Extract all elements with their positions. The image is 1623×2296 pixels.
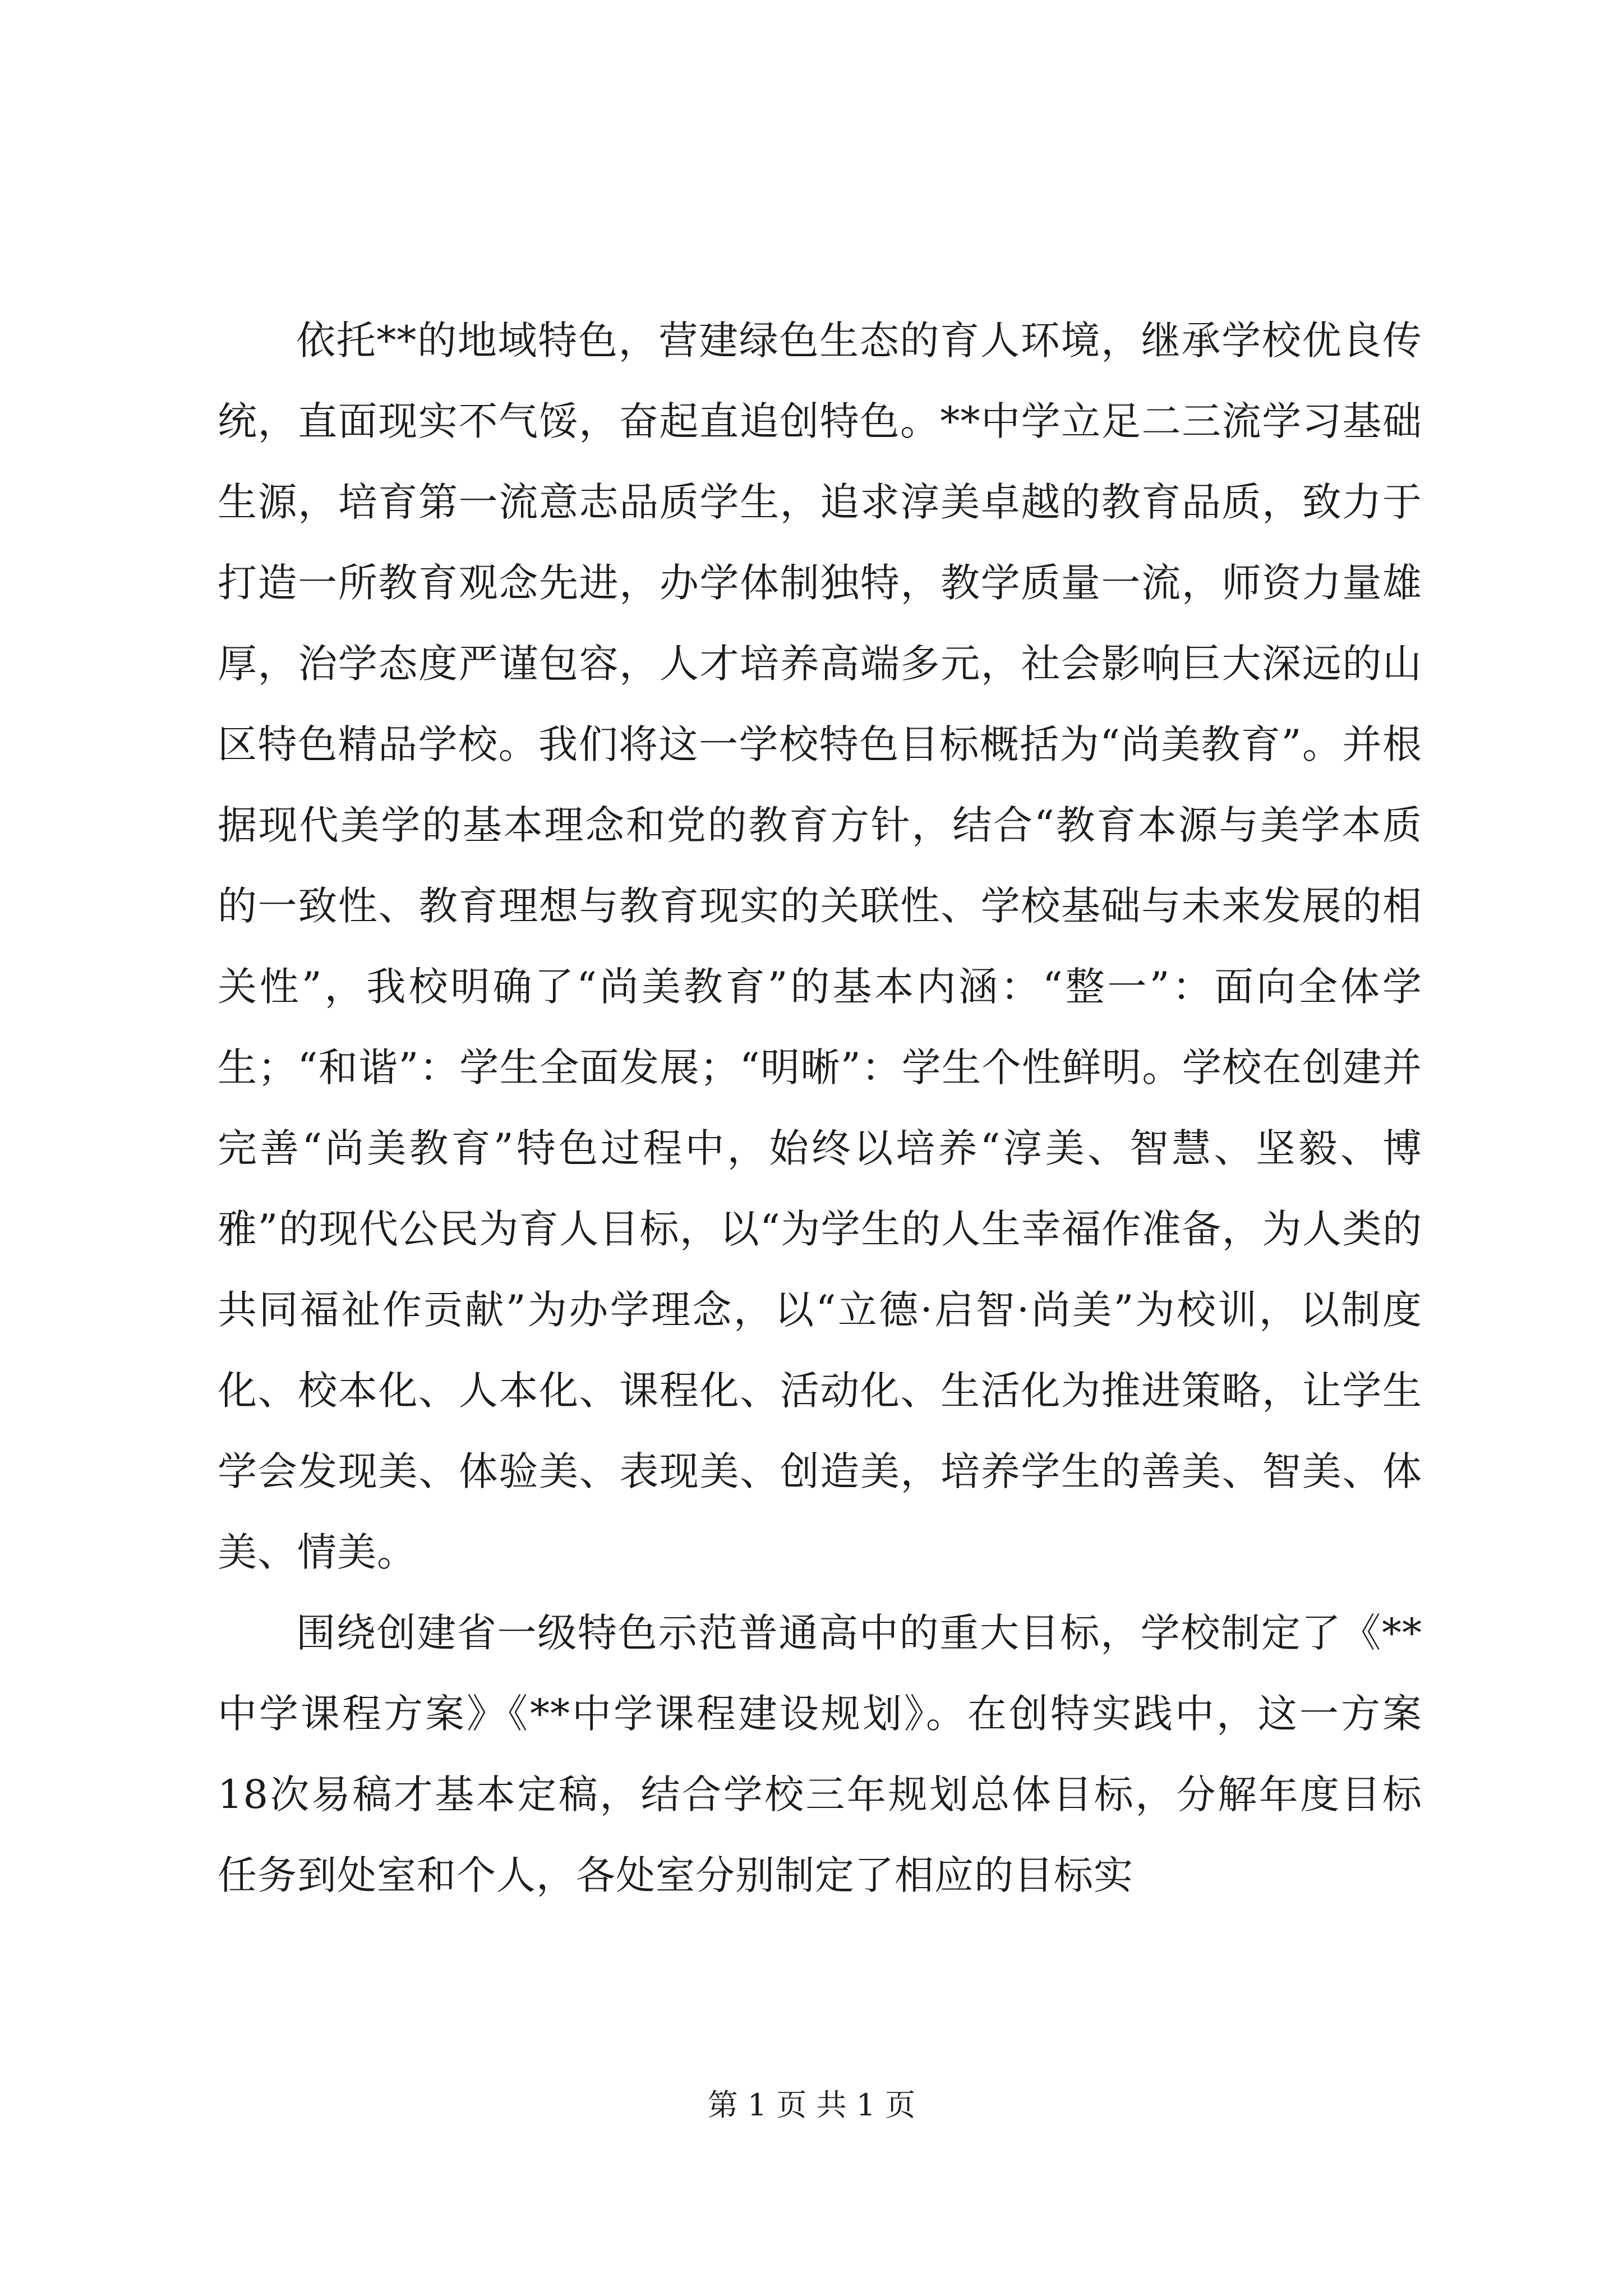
paragraph-2: 围绕创建省一级特色示范普通高中的重大目标，学校制定了《**中学课程方案》《**中学课程建设规划》。在创特实践中，这一方案18次易稿才基本定稿，结合学校三年规划总体目标，分解年度目标任务到处室和个人，各处室分别制定了相应的目标实	[218, 1610, 1422, 1898]
paragraph-1: 依托**的地域特色，营建绿色生态的育人环境，继承学校优良传统，直面现实不气馁，奋起直追创特色。**中学立足二三流学习基础生源，培育第一流意志品质学生，追求淳美卓越的教育品质，致力于打造一所教育观念先进，办学体制独特，教学质量一流，师资力量雄厚，治学态度严谨包容，人才培养高端多元，社会影响巨大深远的山区特色精品学校。我们将这一学校特色目标概括为“尚美教育”。并根据现代美学的基本理念和党的教育方针，结合“教育本源与美学本质的一致性、教育理想与教育现实的关联性、学校基础与未来发展的相关性”，我校明确了“尚美教育”的基本内涵：“整一”：面向全体学生；“和谐”：学生全面发展；“明晰”：学生个性鲜明。学校在创建并完善“尚美教育”特色过程中，始终以培养“淳美、智慧、坚毅、博雅”的现代公民为育人目标，以“为学生的人生幸福作准备，为人类的共同福祉作贡献”为办学理念，以“立德·启智·尚美”为校训，以制度化、校本化、人本化、课程化、活动化、生活化为推进策略，让学生学会发现美、体验美、表现美、创造美，培养学生的善美、智美、体美、情美。	[218, 318, 1422, 1575]
document-body	[218, 300, 1422, 1916]
page-number-footer: 第 1 页 共 1 页	[707, 2087, 916, 2123]
